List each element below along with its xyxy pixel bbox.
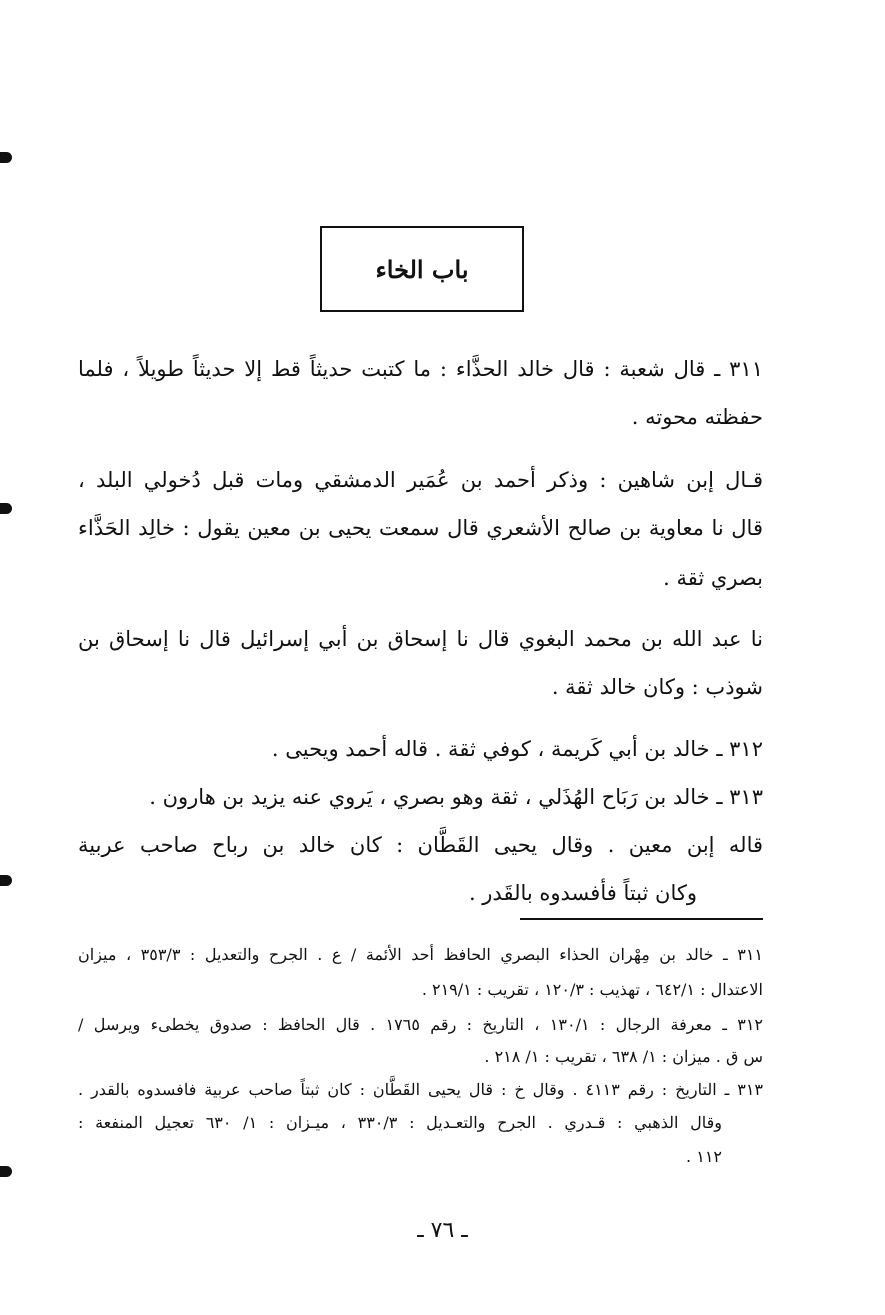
body-line: بصري ثقة . — [663, 566, 763, 590]
body-line: نا عبد الله بن محمد البغوي قال نا إسحاق بن أبي إسرائيل قال نا إسحاق بن — [78, 627, 763, 651]
binding-mark — [0, 503, 12, 514]
body-line: ٣١٢ ـ خالد بن أبي كَريمة ، كوفي ثقة . قاله أحمد ويحيى . — [271, 737, 763, 761]
binding-mark — [0, 875, 12, 886]
binding-mark — [0, 1166, 12, 1177]
body-line: قـال إبن شاهين : وذكر أحمد بن عُمَير الدمشقي ومات قبل دُخولي البلد ، — [78, 468, 763, 492]
body-line: قاله إبن معين . وقال يحيى القَطَّان : كان خالد بن رباح صاحب عربية — [78, 833, 763, 857]
body-line: ٣١٣ ـ خالد بن رَبَاح الهُذَلي ، ثقة وهو بصري ، يَروي عنه يزيد بن هارون . — [149, 785, 763, 809]
footnote-separator — [520, 918, 763, 920]
footnote-line: ٣١٣ ـ التاريخ : رقم ٤١١٣ . وقال خ : قال يحيى القَطَّان : كان ثبتاً صاحب عربية فافسدوه بالقدر . — [78, 1080, 763, 1099]
footnote-line: ١١٢ . — [686, 1147, 722, 1166]
binding-mark — [0, 152, 12, 163]
page-number: ـ ٧٦ ـ — [417, 1218, 468, 1243]
chapter-heading-box — [320, 226, 524, 312]
footnote-line: الاعتدال : ٦٤٢/١ ، تهذيب : ١٢٠/٣ ، تقريب : ٢١٩/١ . — [421, 980, 763, 999]
footnote-line: ٣١١ ـ خالد بن مِهْران الحذاء البصري الحافظ أحد الأئمة / ع . الجرح والتعديل : ٣٥٣/٣ ، ميزان — [78, 945, 763, 964]
body-line: حفظته محوته . — [631, 405, 763, 429]
chapter-heading: باب الخاء — [375, 254, 469, 284]
footnote-line: س ق . ميزان : ١/ ٦٣٨ ، تقريب : ١/ ٢١٨ . — [484, 1047, 763, 1066]
body-line: ٣١١ ـ قال شعبة : قال خالد الحذَّاء : ما كتبت حديثاً قط إلا حديثاً طويلاً ، فلما — [78, 357, 763, 381]
body-line: شوذب : وكان خالد ثقة . — [551, 675, 763, 699]
body-line: قال نا معاوية بن صالح الأشعري قال سمعت يحيى بن معين يقول : خالِد الحَذَّاء — [78, 516, 763, 540]
footnote-line: وقال الذهبي : قـدري . الجرح والتعـديل : ٣٣٠/٣ ، ميـزان : ١/ ٦٣٠ تعجيل المنفعة : — [78, 1113, 722, 1132]
footnote-line: ٣١٢ ـ معرفة الرجال : ١٣٠/١ ، التاريخ : رقم ١٧٦٥ . قال الحافظ : صدوق يخطىء ويرسل / — [78, 1015, 764, 1034]
body-line: وكان ثبتاً فأفسدوه بالقَدر . — [468, 881, 697, 905]
